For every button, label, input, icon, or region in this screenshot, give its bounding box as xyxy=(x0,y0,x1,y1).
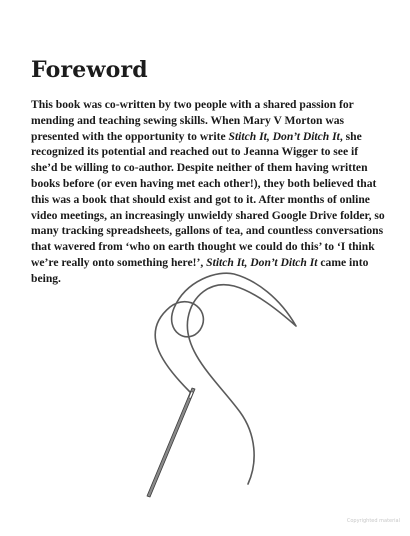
copyright-watermark: Copyrighted material xyxy=(346,518,400,524)
needle-and-thread-icon xyxy=(130,262,300,502)
book-title-italic-2: Stitch It, Don’t Ditch It xyxy=(206,255,318,269)
paragraph-text-2: , she recognized its potential and reached out to Jeanna Wigger to see if she’d be willing to co-author. Despite neither of them having written books before (or even having met each other!), they both believed that this was a book that should exist and got to it. After months of online video meetings, an increasingly unwieldy shared Google Drive folder, so many tracking spreadsheets, gallons of tea, and countless conversations that wavered from ‘who on earth thought we could do this’ to ‘I think we’re really onto something here!’, xyxy=(31,129,385,269)
thread-line xyxy=(155,273,296,484)
book-title-italic-1: Stitch It, Don’t Ditch It xyxy=(228,129,340,143)
paragraph-text-3: came into being. xyxy=(31,255,369,285)
foreword-paragraph xyxy=(31,97,385,287)
needle-body xyxy=(147,388,195,497)
page-title: Foreword xyxy=(31,57,148,83)
paragraph-text-1: This book was co-written by two people with a shared passion for mending and teaching sewing skills. When Mary V Morton was presented with the opportunity to write xyxy=(31,98,354,143)
